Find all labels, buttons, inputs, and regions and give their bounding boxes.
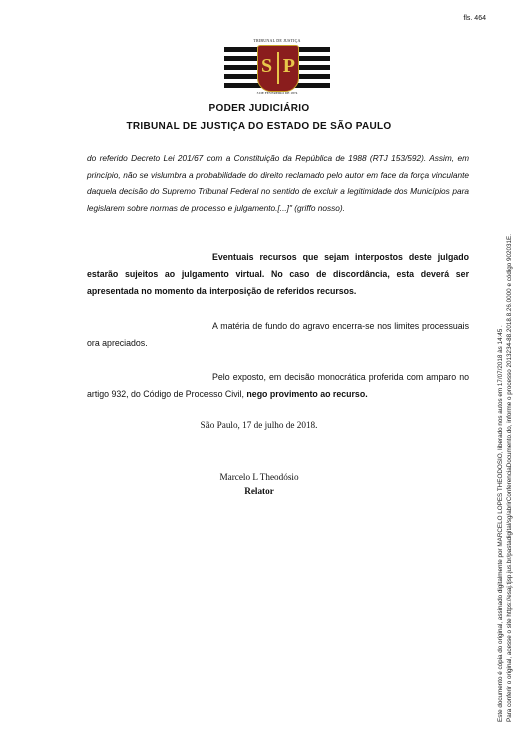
- signer-name: Marcelo L Theodósio: [219, 472, 299, 482]
- emblem-letter-s: S: [261, 55, 273, 77]
- page-number: fls. 464: [463, 15, 486, 22]
- paragraph-2-text: A matéria de fundo do agravo encerra-se nos limites processuais ora apreciados.: [87, 321, 469, 348]
- document-date: São Paulo, 17 de julho de 2018.: [200, 420, 318, 430]
- paragraph-1-text: Eventuais recursos que sejam interpostos deste julgado estarão sujeitos ao julgamento virtual. No caso de discordância, esta deverá ser apresentada no momento da interposição de referidos recursos.: [87, 252, 469, 296]
- side-verification-note: [497, 112, 514, 722]
- header-line-1: PODER JUDICIÁRIO: [208, 103, 310, 114]
- emblem-bottom-text: 3 DE FEVEREIRO DE 1874: [256, 91, 298, 95]
- quoted-text: do referido Decreto Lei 201/67 com a Constituição da República de 1988 (RTJ 153/592). Assim, em princípio, não se vislumbra a probabilidade do direito reclamado pelo autor em face da força vinculante daquela decisão do Supremo Tribunal Federal no sentido de excluir a legitimidade dos Municípios para legislarem sobre normas de processo e julgamento.[...]" (griffo nosso).: [87, 153, 469, 213]
- emblem-top-text: TRIBUNAL DE JUSTIÇA: [253, 38, 301, 43]
- paragraph-3-bold: nego provimento ao recurso.: [246, 389, 368, 399]
- sword-icon: [277, 52, 279, 84]
- signer-role: Relator: [244, 486, 274, 496]
- paragraph-decision: [87, 369, 469, 403]
- paragraph-3-text: Pelo exposto, em decisão monocrática proferida com amparo no artigo 932, do Código de Processo Civil,: [87, 372, 469, 399]
- paragraph-virtual-judgment: [87, 249, 469, 300]
- emblem-shield-icon: [257, 45, 299, 92]
- header-line-2: TRIBUNAL DE JUSTIÇA DO ESTADO DE SÃO PAULO: [126, 121, 392, 132]
- court-emblem-logo: [224, 38, 330, 96]
- side-note-line-1: Este documento é cópia do original, assinado digitalmente por MARCELO LOPES THEODOSIO, liberado nos autos em 17/07/2018 às 14:45 .: [497, 325, 504, 722]
- paragraph-merits: [87, 318, 469, 352]
- side-note-line-2: Para conferir o original, acesse o site https://esaj.tjsp.jus.br/pastadigital/sg/abrirConferenciaDocumento.do, informe o processo 2013234-88.2018.8.26.0000 e código 902031E.: [505, 234, 513, 722]
- emblem-letter-p: P: [282, 55, 295, 77]
